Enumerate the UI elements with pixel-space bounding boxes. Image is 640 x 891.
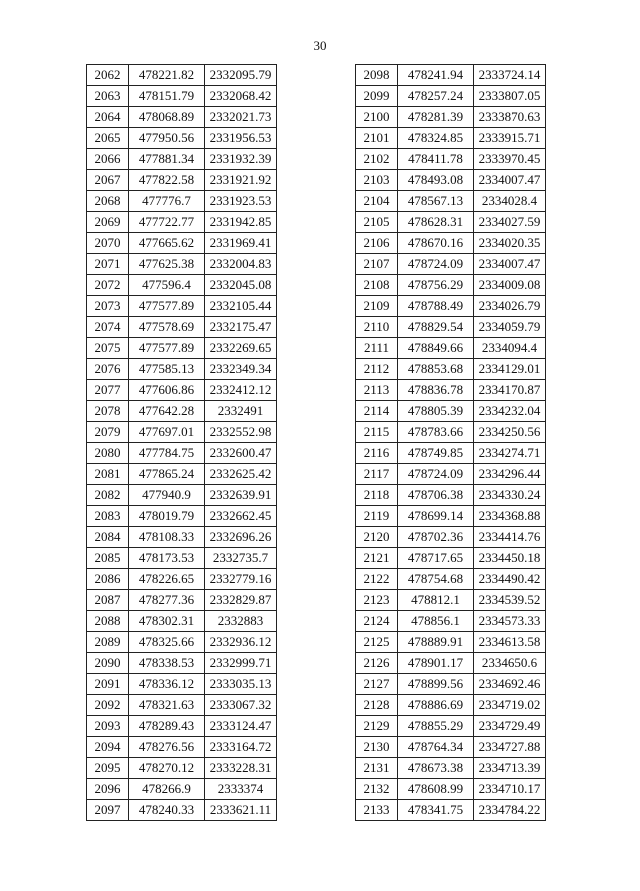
y-coordinate-cell: 2332829.87	[205, 590, 277, 611]
x-coordinate-cell: 478302.31	[129, 611, 205, 632]
table-row	[87, 233, 277, 254]
y-coordinate-cell: 2333970.45	[474, 149, 546, 170]
point-number-cell: 2081	[87, 464, 129, 485]
table-row	[356, 695, 546, 716]
table-row	[87, 779, 277, 800]
y-coordinate-cell: 2334710.17	[474, 779, 546, 800]
point-number-cell: 2102	[356, 149, 398, 170]
point-number-cell: 2105	[356, 212, 398, 233]
x-coordinate-cell: 478608.99	[398, 779, 474, 800]
point-number-cell: 2091	[87, 674, 129, 695]
x-coordinate-cell: 478901.17	[398, 653, 474, 674]
point-number-cell: 2088	[87, 611, 129, 632]
x-coordinate-cell: 478277.36	[129, 590, 205, 611]
table-row	[356, 422, 546, 443]
y-coordinate-cell: 2334232.04	[474, 401, 546, 422]
y-coordinate-cell: 2334026.79	[474, 296, 546, 317]
x-coordinate-cell: 477642.28	[129, 401, 205, 422]
y-coordinate-cell: 2332412.12	[205, 380, 277, 401]
x-coordinate-cell: 478706.38	[398, 485, 474, 506]
y-coordinate-cell: 2332269.65	[205, 338, 277, 359]
point-number-cell: 2130	[356, 737, 398, 758]
point-number-cell: 2068	[87, 191, 129, 212]
table-row	[87, 464, 277, 485]
point-number-cell: 2079	[87, 422, 129, 443]
y-coordinate-cell: 2332491	[205, 401, 277, 422]
x-coordinate-cell: 478788.49	[398, 296, 474, 317]
x-coordinate-cell: 477577.89	[129, 338, 205, 359]
table-row	[356, 317, 546, 338]
x-coordinate-cell: 477865.24	[129, 464, 205, 485]
y-coordinate-cell: 2334368.88	[474, 506, 546, 527]
y-coordinate-cell: 2332004.83	[205, 254, 277, 275]
y-coordinate-cell: 2331921.92	[205, 170, 277, 191]
table-row	[356, 569, 546, 590]
x-coordinate-cell: 478889.91	[398, 632, 474, 653]
point-number-cell: 2121	[356, 548, 398, 569]
table-row	[356, 758, 546, 779]
point-number-cell: 2122	[356, 569, 398, 590]
x-coordinate-cell: 477784.75	[129, 443, 205, 464]
table-row	[356, 170, 546, 191]
table-row	[87, 317, 277, 338]
x-coordinate-cell: 478899.56	[398, 674, 474, 695]
table-row	[356, 506, 546, 527]
point-number-cell: 2064	[87, 107, 129, 128]
table-row	[356, 65, 546, 86]
point-number-cell: 2119	[356, 506, 398, 527]
x-coordinate-cell: 478226.65	[129, 569, 205, 590]
table-row	[356, 296, 546, 317]
x-coordinate-cell: 478240.33	[129, 800, 205, 821]
x-coordinate-cell: 478756.29	[398, 275, 474, 296]
x-coordinate-cell: 478702.36	[398, 527, 474, 548]
point-number-cell: 2114	[356, 401, 398, 422]
point-number-cell: 2124	[356, 611, 398, 632]
table-row	[356, 674, 546, 695]
x-coordinate-cell: 478805.39	[398, 401, 474, 422]
point-number-cell: 2117	[356, 464, 398, 485]
table-row	[356, 737, 546, 758]
point-number-cell: 2093	[87, 716, 129, 737]
y-coordinate-cell: 2334729.49	[474, 716, 546, 737]
x-coordinate-cell: 478673.38	[398, 758, 474, 779]
point-number-cell: 2075	[87, 338, 129, 359]
x-coordinate-cell: 478886.69	[398, 695, 474, 716]
table-row	[87, 338, 277, 359]
point-number-cell: 2111	[356, 338, 398, 359]
point-number-cell: 2090	[87, 653, 129, 674]
point-number-cell: 2066	[87, 149, 129, 170]
point-number-cell: 2127	[356, 674, 398, 695]
x-coordinate-cell: 478289.43	[129, 716, 205, 737]
table-row	[87, 254, 277, 275]
x-coordinate-cell: 478724.09	[398, 254, 474, 275]
point-number-cell: 2098	[356, 65, 398, 86]
table-row	[87, 443, 277, 464]
point-number-cell: 2076	[87, 359, 129, 380]
point-number-cell: 2120	[356, 527, 398, 548]
point-number-cell: 2082	[87, 485, 129, 506]
y-coordinate-cell: 2332045.08	[205, 275, 277, 296]
table-row	[356, 716, 546, 737]
y-coordinate-cell: 2332105.44	[205, 296, 277, 317]
table-row	[356, 632, 546, 653]
table-row	[87, 86, 277, 107]
table-row	[356, 548, 546, 569]
y-coordinate-cell: 2332349.34	[205, 359, 277, 380]
x-coordinate-cell: 478270.12	[129, 758, 205, 779]
x-coordinate-cell: 478019.79	[129, 506, 205, 527]
table-row	[356, 191, 546, 212]
table-row	[87, 170, 277, 191]
y-coordinate-cell: 2332999.71	[205, 653, 277, 674]
point-number-cell: 2107	[356, 254, 398, 275]
y-coordinate-cell: 2332095.79	[205, 65, 277, 86]
point-number-cell: 2063	[87, 86, 129, 107]
y-coordinate-cell: 2331932.39	[205, 149, 277, 170]
x-coordinate-cell: 478849.66	[398, 338, 474, 359]
y-coordinate-cell: 2333164.72	[205, 737, 277, 758]
y-coordinate-cell: 2334027.59	[474, 212, 546, 233]
table-row	[356, 443, 546, 464]
point-number-cell: 2097	[87, 800, 129, 821]
x-coordinate-cell: 478749.85	[398, 443, 474, 464]
y-coordinate-cell: 2332883	[205, 611, 277, 632]
y-coordinate-cell: 2333724.14	[474, 65, 546, 86]
point-number-cell: 2062	[87, 65, 129, 86]
table-row	[356, 464, 546, 485]
x-coordinate-cell: 478853.68	[398, 359, 474, 380]
point-number-cell: 2065	[87, 128, 129, 149]
table-row	[87, 212, 277, 233]
table-row	[356, 380, 546, 401]
x-coordinate-cell: 478836.78	[398, 380, 474, 401]
y-coordinate-cell: 2334613.58	[474, 632, 546, 653]
point-number-cell: 2073	[87, 296, 129, 317]
y-coordinate-cell: 2332175.47	[205, 317, 277, 338]
x-coordinate-cell: 478717.65	[398, 548, 474, 569]
point-number-cell: 2128	[356, 695, 398, 716]
table-row	[87, 191, 277, 212]
y-coordinate-cell: 2333035.13	[205, 674, 277, 695]
x-coordinate-cell: 478173.53	[129, 548, 205, 569]
point-number-cell: 2092	[87, 695, 129, 716]
table-row	[87, 632, 277, 653]
y-coordinate-cell: 2334296.44	[474, 464, 546, 485]
page-number: 30	[313, 38, 327, 53]
y-coordinate-cell: 2333374	[205, 779, 277, 800]
table-row	[356, 653, 546, 674]
table-row	[356, 401, 546, 422]
x-coordinate-cell: 478812.1	[398, 590, 474, 611]
table-row	[87, 128, 277, 149]
x-coordinate-cell: 478221.82	[129, 65, 205, 86]
table-row	[356, 779, 546, 800]
x-coordinate-cell: 477940.9	[129, 485, 205, 506]
table-row	[87, 401, 277, 422]
y-coordinate-cell: 2334009.08	[474, 275, 546, 296]
point-number-cell: 2067	[87, 170, 129, 191]
y-coordinate-cell: 2334028.4	[474, 191, 546, 212]
table-row	[356, 800, 546, 821]
table-row	[87, 527, 277, 548]
y-coordinate-cell: 2333915.71	[474, 128, 546, 149]
point-number-cell: 2123	[356, 590, 398, 611]
coordinates-table-left	[86, 64, 277, 821]
y-coordinate-cell: 2334713.39	[474, 758, 546, 779]
table-row	[356, 254, 546, 275]
table-row	[87, 506, 277, 527]
y-coordinate-cell: 2332021.73	[205, 107, 277, 128]
x-coordinate-cell: 477578.69	[129, 317, 205, 338]
x-coordinate-cell: 478324.85	[398, 128, 474, 149]
table-row	[87, 758, 277, 779]
table-row	[87, 65, 277, 86]
y-coordinate-cell: 2334330.24	[474, 485, 546, 506]
x-coordinate-cell: 477722.77	[129, 212, 205, 233]
point-number-cell: 2113	[356, 380, 398, 401]
point-number-cell: 2132	[356, 779, 398, 800]
x-coordinate-cell: 477606.86	[129, 380, 205, 401]
point-number-cell: 2101	[356, 128, 398, 149]
table-row	[356, 611, 546, 632]
table-row	[356, 86, 546, 107]
table-row	[87, 653, 277, 674]
point-number-cell: 2131	[356, 758, 398, 779]
x-coordinate-cell: 477776.7	[129, 191, 205, 212]
y-coordinate-cell: 2332068.42	[205, 86, 277, 107]
y-coordinate-cell: 2334450.18	[474, 548, 546, 569]
point-number-cell: 2125	[356, 632, 398, 653]
y-coordinate-cell: 2331942.85	[205, 212, 277, 233]
point-number-cell: 2086	[87, 569, 129, 590]
x-coordinate-cell: 477881.34	[129, 149, 205, 170]
x-coordinate-cell: 478754.68	[398, 569, 474, 590]
y-coordinate-cell: 2332600.47	[205, 443, 277, 464]
table-row	[356, 233, 546, 254]
point-number-cell: 2112	[356, 359, 398, 380]
table-row	[356, 107, 546, 128]
x-coordinate-cell: 478783.66	[398, 422, 474, 443]
x-coordinate-cell: 477950.56	[129, 128, 205, 149]
point-number-cell: 2126	[356, 653, 398, 674]
y-coordinate-cell: 2332625.42	[205, 464, 277, 485]
x-coordinate-cell: 478699.14	[398, 506, 474, 527]
point-number-cell: 2077	[87, 380, 129, 401]
table-row	[356, 128, 546, 149]
x-coordinate-cell: 478108.33	[129, 527, 205, 548]
y-coordinate-cell: 2334692.46	[474, 674, 546, 695]
y-coordinate-cell: 2331969.41	[205, 233, 277, 254]
table-row	[356, 485, 546, 506]
y-coordinate-cell: 2334414.76	[474, 527, 546, 548]
x-coordinate-cell: 478257.24	[398, 86, 474, 107]
x-coordinate-cell: 478338.53	[129, 653, 205, 674]
y-coordinate-cell: 2333124.47	[205, 716, 277, 737]
point-number-cell: 2084	[87, 527, 129, 548]
point-number-cell: 2089	[87, 632, 129, 653]
x-coordinate-cell: 477596.4	[129, 275, 205, 296]
table-row	[87, 569, 277, 590]
x-coordinate-cell: 478411.78	[398, 149, 474, 170]
point-number-cell: 2083	[87, 506, 129, 527]
point-number-cell: 2118	[356, 485, 398, 506]
point-number-cell: 2104	[356, 191, 398, 212]
table-row	[356, 212, 546, 233]
x-coordinate-cell: 478341.75	[398, 800, 474, 821]
x-coordinate-cell: 478724.09	[398, 464, 474, 485]
table-row	[87, 611, 277, 632]
y-coordinate-cell: 2331956.53	[205, 128, 277, 149]
table-row	[87, 359, 277, 380]
table-row	[87, 107, 277, 128]
table-row	[87, 149, 277, 170]
table-row	[87, 275, 277, 296]
y-coordinate-cell: 2334490.42	[474, 569, 546, 590]
x-coordinate-cell: 478325.66	[129, 632, 205, 653]
y-coordinate-cell: 2331923.53	[205, 191, 277, 212]
x-coordinate-cell: 478856.1	[398, 611, 474, 632]
x-coordinate-cell: 478068.89	[129, 107, 205, 128]
point-number-cell: 2074	[87, 317, 129, 338]
y-coordinate-cell: 2332552.98	[205, 422, 277, 443]
x-coordinate-cell: 478336.12	[129, 674, 205, 695]
y-coordinate-cell: 2333807.05	[474, 86, 546, 107]
y-coordinate-cell: 2334573.33	[474, 611, 546, 632]
point-number-cell: 2094	[87, 737, 129, 758]
point-number-cell: 2109	[356, 296, 398, 317]
table-row	[87, 485, 277, 506]
y-coordinate-cell: 2332936.12	[205, 632, 277, 653]
x-coordinate-cell: 477577.89	[129, 296, 205, 317]
x-coordinate-cell: 478276.56	[129, 737, 205, 758]
coordinates-table-right	[355, 64, 546, 821]
x-coordinate-cell: 478829.54	[398, 317, 474, 338]
x-coordinate-cell: 478241.94	[398, 65, 474, 86]
table-row	[87, 590, 277, 611]
x-coordinate-cell: 478628.31	[398, 212, 474, 233]
table-row	[87, 716, 277, 737]
y-coordinate-cell: 2332639.91	[205, 485, 277, 506]
y-coordinate-cell: 2334094.4	[474, 338, 546, 359]
table-row	[87, 548, 277, 569]
point-number-cell: 2100	[356, 107, 398, 128]
x-coordinate-cell: 478493.08	[398, 170, 474, 191]
y-coordinate-cell: 2333621.11	[205, 800, 277, 821]
y-coordinate-cell: 2334007.47	[474, 254, 546, 275]
point-number-cell: 2087	[87, 590, 129, 611]
point-number-cell: 2110	[356, 317, 398, 338]
point-number-cell: 2103	[356, 170, 398, 191]
table-row	[87, 800, 277, 821]
point-number-cell: 2133	[356, 800, 398, 821]
point-number-cell: 2129	[356, 716, 398, 737]
table-row	[356, 149, 546, 170]
table-row	[356, 338, 546, 359]
y-coordinate-cell: 2333067.32	[205, 695, 277, 716]
x-coordinate-cell: 477585.13	[129, 359, 205, 380]
point-number-cell: 2116	[356, 443, 398, 464]
point-number-cell: 2078	[87, 401, 129, 422]
point-number-cell: 2080	[87, 443, 129, 464]
x-coordinate-cell: 477625.38	[129, 254, 205, 275]
table-row	[356, 275, 546, 296]
x-coordinate-cell: 478281.39	[398, 107, 474, 128]
point-number-cell: 2072	[87, 275, 129, 296]
point-number-cell: 2106	[356, 233, 398, 254]
y-coordinate-cell: 2332696.26	[205, 527, 277, 548]
y-coordinate-cell: 2334784.22	[474, 800, 546, 821]
point-number-cell: 2095	[87, 758, 129, 779]
x-coordinate-cell: 478855.29	[398, 716, 474, 737]
point-number-cell: 2108	[356, 275, 398, 296]
table-row	[87, 422, 277, 443]
point-number-cell: 2071	[87, 254, 129, 275]
x-coordinate-cell: 477822.58	[129, 170, 205, 191]
y-coordinate-cell: 2334719.02	[474, 695, 546, 716]
x-coordinate-cell: 478567.13	[398, 191, 474, 212]
table-row	[87, 737, 277, 758]
x-coordinate-cell: 478321.63	[129, 695, 205, 716]
table-row	[356, 359, 546, 380]
table-row	[87, 695, 277, 716]
y-coordinate-cell: 2334274.71	[474, 443, 546, 464]
y-coordinate-cell: 2334650.6	[474, 653, 546, 674]
table-row	[356, 590, 546, 611]
point-number-cell: 2115	[356, 422, 398, 443]
point-number-cell: 2069	[87, 212, 129, 233]
y-coordinate-cell: 2334539.52	[474, 590, 546, 611]
y-coordinate-cell: 2334059.79	[474, 317, 546, 338]
y-coordinate-cell: 2332662.45	[205, 506, 277, 527]
point-number-cell: 2099	[356, 86, 398, 107]
table-row	[87, 380, 277, 401]
table-row	[87, 296, 277, 317]
point-number-cell: 2096	[87, 779, 129, 800]
x-coordinate-cell: 477697.01	[129, 422, 205, 443]
y-coordinate-cell: 2334170.87	[474, 380, 546, 401]
y-coordinate-cell: 2332735.7	[205, 548, 277, 569]
x-coordinate-cell: 478764.34	[398, 737, 474, 758]
y-coordinate-cell: 2334020.35	[474, 233, 546, 254]
point-number-cell: 2085	[87, 548, 129, 569]
table-row	[356, 527, 546, 548]
y-coordinate-cell: 2333870.63	[474, 107, 546, 128]
point-number-cell: 2070	[87, 233, 129, 254]
y-coordinate-cell: 2333228.31	[205, 758, 277, 779]
y-coordinate-cell: 2334007.47	[474, 170, 546, 191]
y-coordinate-cell: 2332779.16	[205, 569, 277, 590]
x-coordinate-cell: 478151.79	[129, 86, 205, 107]
y-coordinate-cell: 2334250.56	[474, 422, 546, 443]
x-coordinate-cell: 478670.16	[398, 233, 474, 254]
x-coordinate-cell: 478266.9	[129, 779, 205, 800]
x-coordinate-cell: 477665.62	[129, 233, 205, 254]
y-coordinate-cell: 2334129.01	[474, 359, 546, 380]
y-coordinate-cell: 2334727.88	[474, 737, 546, 758]
table-row	[87, 674, 277, 695]
